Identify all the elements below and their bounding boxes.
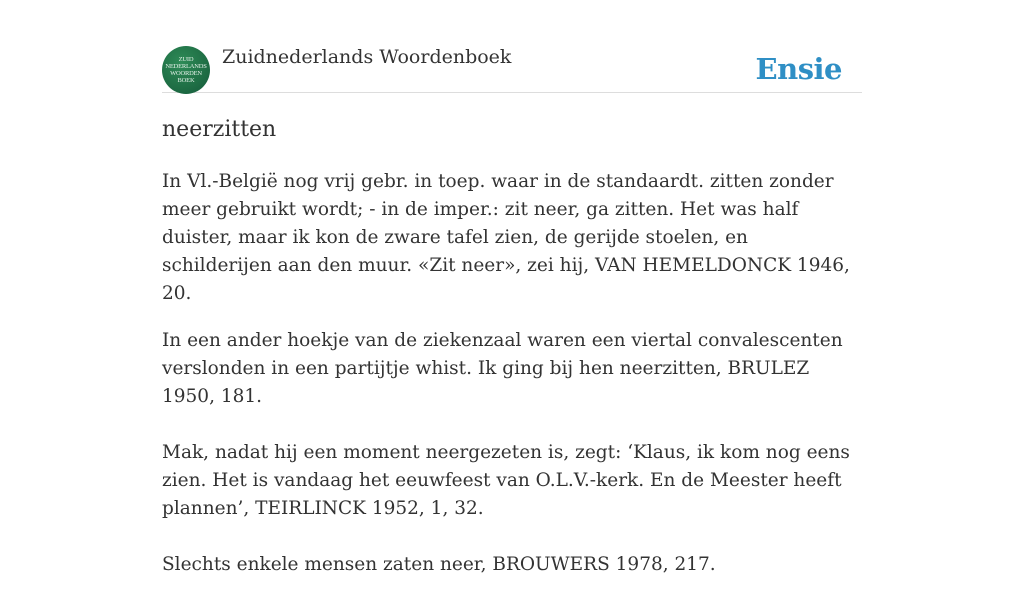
ensie-brand-logo[interactable]: Ensie <box>755 52 842 86</box>
entry-headword: neerzitten <box>162 117 277 142</box>
logo-text-line: WOORDEN <box>170 70 202 77</box>
logo-text-line: ZUID <box>178 56 194 63</box>
page <box>162 0 862 575</box>
logo-text-line: BOEK <box>177 77 195 84</box>
header <box>162 44 862 93</box>
entry-paragraph: Mak, nadat hij een moment neergezeten is, zegt: ‘Klaus, ik kom nog eens zien. Het is vandaag het eeuwfeest van O.L.V.-kerk. En de Meester heeft plannen’, TEIRLINCK 1952, 1, 32. <box>162 442 850 519</box>
entry-body <box>162 168 862 598</box>
dictionary-logo[interactable] <box>162 46 210 94</box>
entry-paragraph: In Vl.-België nog vrij gebr. in toep. waar in de standaardt. zitten zonder meer gebruikt wordt; - in de imper.: zit neer, ga zitten. Het was half duister, maar ik kon de zware tafel zien, de gerijde stoelen, en schilderijen aan den muur. «Zit neer», zei hij, VAN HEMELDONCK 1946, 20. <box>162 171 850 304</box>
logo-text-line: NEDERLANDS <box>165 63 207 70</box>
entry-paragraph: Slechts enkele mensen zaten neer, BROUWERS 1978, 217. <box>162 554 716 575</box>
dictionary-name[interactable]: Zuidnederlands Woordenboek <box>222 46 512 68</box>
entry-paragraph: In een ander hoekje van de ziekenzaal waren een viertal convalescenten verslonden in een partijtje whist. Ik ging bij hen neerzitten, BRULEZ 1950, 181. <box>162 330 843 407</box>
